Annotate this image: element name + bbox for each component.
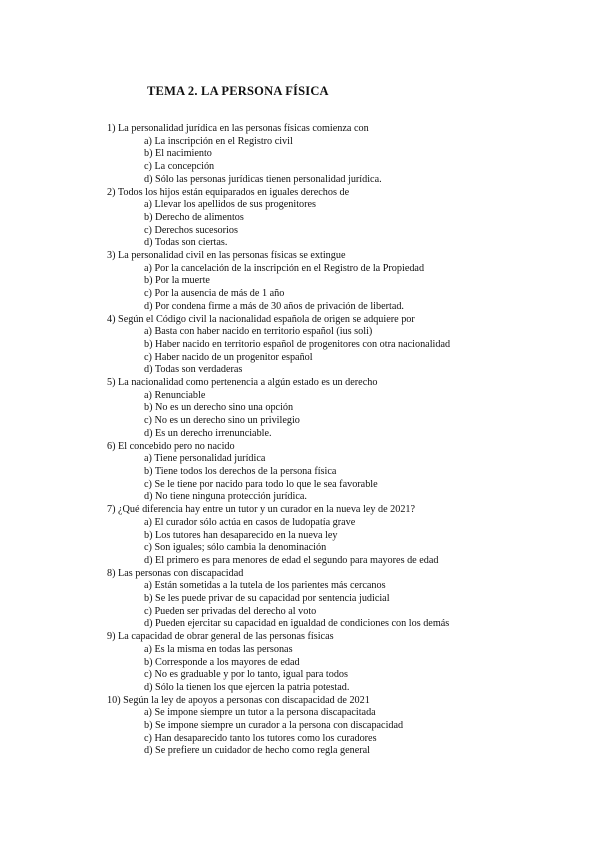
answer-option-a: a) Tiene personalidad jurídica [144,453,266,465]
answer-option-b: b) Se impone siempre un curador a la persona con discapacidad [144,720,404,732]
question-4 [107,314,587,378]
answer-option-b: b) Por la muerte [144,275,210,287]
answer-option-c: c) Se le tiene por nacido para todo lo que le sea favorable [144,478,378,490]
answer-option-a: a) La inscripción en el Registro civil [144,135,293,147]
answer-option-c: c) Haber nacido de un progenitor español [144,351,313,363]
answer-option-a: a) Es la misma en todas las personas [144,643,293,655]
answer-option-b: b) Tiene todos los derechos de la persona física [144,465,337,477]
question-2 [107,187,587,251]
answer-option-a: a) El curador sólo actúa en casos de ludopatía grave [144,516,356,528]
answer-option-d: d) Es un derecho irrenunciable. [144,427,272,439]
question-3 [107,250,587,314]
answer-option-d: d) Sólo la tienen los que ejercen la patria potestad. [144,681,350,693]
answer-option-b: b) Haber nacido en territorio español de progenitores con otra nacionalidad [144,338,451,350]
answer-option-c: c) Son iguales; sólo cambia la denominación [144,542,327,554]
answer-option-d: d) Sólo las personas jurídicas tienen personalidad jurídica. [144,173,382,185]
answer-option-a: a) Se impone siempre un tutor a la persona discapacitada [144,707,376,719]
answer-option-a: a) Por la cancelación de la inscripción en el Registro de la Propiedad [144,262,425,274]
answer-option-c: c) No es un derecho sino un privilegio [144,415,300,427]
answer-option-c: c) Han desaparecido tanto los tutores como los curadores [144,732,377,744]
answer-option-b: b) Corresponde a los mayores de edad [144,656,300,668]
answer-option-c: c) No es graduable y por lo tanto, igual para todos [144,669,348,681]
question-text: 10) Según la ley de apoyos a personas con discapacidad de 2021 [107,694,370,706]
answer-option-c: c) Pueden ser privadas del derecho al voto [144,605,317,617]
question-5 [107,377,587,441]
answer-option-c: c) La concepción [144,161,215,173]
answer-option-a: a) Renunciable [144,389,206,401]
page-title: TEMA 2. LA PERSONA FÍSICA [147,84,329,98]
answer-option-b: b) No es un derecho sino una opción [144,402,294,414]
question-text: 5) La nacionalidad como pertenencia a algún estado es un derecho [107,377,378,389]
question-text: 2) Todos los hijos están equiparados en iguales derechos de [107,186,350,198]
answer-option-c: c) Derechos sucesorios [144,224,238,236]
question-text: 1) La personalidad jurídica en las personas físicas comienza con [107,123,369,134]
answer-option-c: c) Por la ausencia de más de 1 año [144,288,285,300]
answer-option-a: a) Basta con haber nacido en territorio español (ius soli) [144,326,373,338]
question-8 [107,568,587,632]
answer-option-b: b) Se les puede privar de su capacidad por sentencia judicial [144,593,390,605]
answer-option-b: b) El nacimiento [144,148,212,160]
question-text: 8) Las personas con discapacidad [107,567,244,579]
answer-option-b: b) Derecho de alimentos [144,211,244,223]
answer-option-a: a) Están sometidas a la tutela de los parientes más cercanos [144,580,386,592]
question-10 [107,695,587,759]
question-7 [107,504,587,568]
question-text: 7) ¿Qué diferencia hay entre un tutor y un curador en la nueva ley de 2021? [107,504,416,516]
question-list [107,123,587,758]
answer-option-d: d) El primero es para menores de edad el segundo para mayores de edad [144,554,439,566]
question-9 [107,631,587,695]
answer-option-d: d) Se prefiere un cuidador de hecho como regla general [144,745,371,757]
answer-option-a: a) Llevar los apellidos de sus progenitores [144,199,317,211]
question-1 [107,123,587,187]
answer-option-b: b) Los tutores han desaparecido en la nueva ley [144,529,338,541]
question-6 [107,441,587,505]
answer-option-d: d) No tiene ninguna protección jurídica. [144,491,307,503]
answer-option-d: d) Todas son ciertas. [144,237,228,249]
question-text: 3) La personalidad civil en las personas físicas se extingue [107,250,346,262]
answer-option-d: d) Todas son verdaderas [144,364,243,376]
answer-option-d: d) Pueden ejercitar su capacidad en igualdad de condiciones con los demás [144,618,450,630]
question-text: 9) La capacidad de obrar general de las personas físicas [107,631,334,643]
answer-option-d: d) Por condena firme a más de 30 años de privación de libertad. [144,300,404,312]
question-text: 6) El concebido pero no nacido [107,440,235,452]
question-text: 4) Según el Código civil la nacionalidad española de origen se adquiere por [107,313,415,325]
